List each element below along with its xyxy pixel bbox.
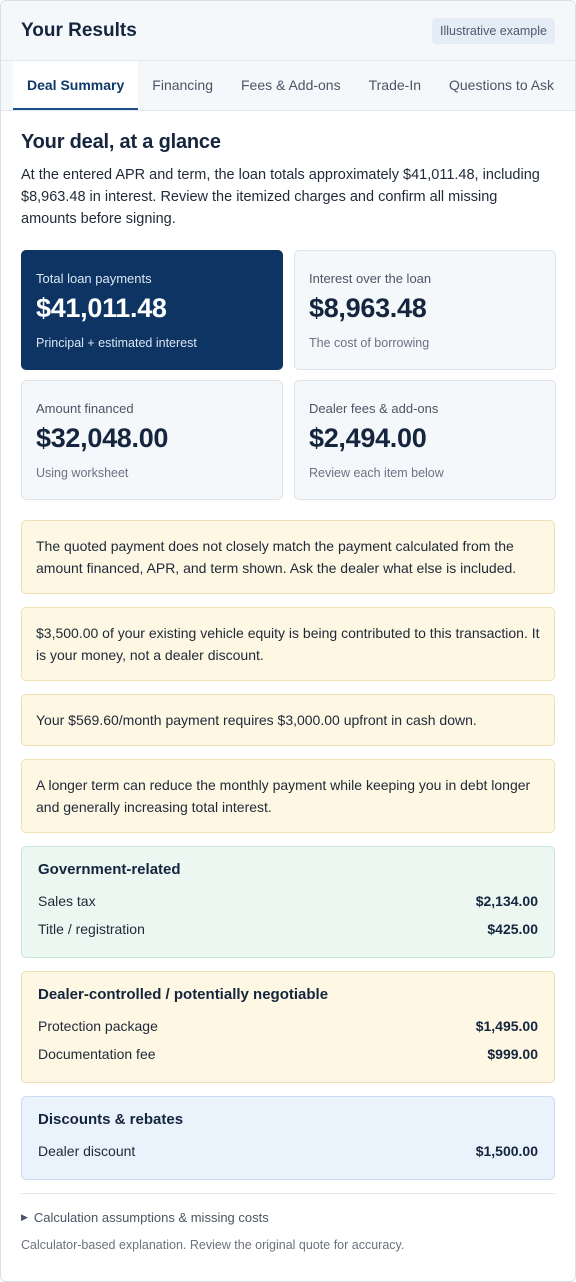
- line-item-label: Documentation fee: [38, 1046, 156, 1062]
- dealer-fees-card: [294, 380, 556, 500]
- card-label: Dealer fees & add-ons: [309, 401, 439, 416]
- line-item-label: Title / registration: [38, 921, 145, 937]
- line-item-amount: $1,500.00: [475, 1143, 538, 1159]
- longer-term-alert: A longer term can reduce the monthly payment while keeping you in debt longer and generally increasing total interest.: [21, 759, 555, 833]
- interest-card: [294, 250, 556, 370]
- assumptions-disclosure[interactable]: [21, 1210, 555, 1225]
- summary-cards: [21, 250, 555, 500]
- tab-questions-to-ask[interactable]: Questions to Ask: [449, 76, 555, 93]
- card-label: Amount financed: [36, 401, 134, 416]
- group-title: Government-related: [38, 861, 181, 878]
- line-item: [38, 1012, 538, 1040]
- line-item: [38, 915, 538, 943]
- line-item-amount: $1,495.00: [475, 1018, 538, 1034]
- line-item-label: Protection package: [38, 1018, 158, 1034]
- tab-trade-in[interactable]: Trade-In: [368, 76, 421, 93]
- section-headline: Your deal, at a glance: [21, 131, 221, 153]
- summary-intro: At the entered APR and term, the loan totals approximately $41,011.48, including $8,963.48 in interest. Review the itemized charges and confirm all missing amounts before signing.: [21, 167, 540, 227]
- tab-bar: [1, 61, 575, 111]
- line-item-amount: $2,134.00: [475, 893, 538, 909]
- footnote: Calculator-based explanation. Review the original quote for accuracy.: [21, 1238, 405, 1252]
- line-item: [38, 887, 538, 915]
- cash-down-alert: Your $569.60/month payment requires $3,000.00 upfront in cash down.: [21, 694, 555, 746]
- card-label: Total loan payments: [36, 271, 152, 286]
- group-title: Dealer-controlled / potentially negotiable: [38, 986, 329, 1003]
- line-item-amount: $999.00: [487, 1046, 538, 1062]
- group-title: Discounts & rebates: [38, 1111, 184, 1128]
- line-item-label: Sales tax: [38, 893, 96, 909]
- total-loan-payments-card: [21, 250, 283, 370]
- tab-financing[interactable]: Financing: [152, 76, 213, 93]
- page-title: Your Results: [21, 19, 137, 41]
- card-value: $41,011.48: [36, 293, 167, 323]
- disclosure-triangle-icon: ▶: [21, 1212, 28, 1222]
- amount-financed-card: [21, 380, 283, 500]
- card-value: $8,963.48: [309, 293, 427, 323]
- card-note: Principal + estimated interest: [36, 336, 197, 350]
- card-value: $2,494.00: [309, 423, 427, 453]
- dealer-controlled-group: [21, 971, 555, 1083]
- card-note: The cost of borrowing: [309, 336, 430, 350]
- government-related-group: [21, 846, 555, 958]
- line-item-label: Dealer discount: [38, 1143, 136, 1159]
- line-item: [38, 1137, 538, 1165]
- illustrative-badge: Illustrative example: [432, 18, 555, 44]
- card-note: Using worksheet: [36, 466, 129, 480]
- payment-mismatch-alert: The quoted payment does not closely match the payment calculated from the amount financed, APR, and term shown. Ask the dealer what else is included.: [21, 520, 555, 594]
- tab-deal-summary[interactable]: Deal Summary: [13, 61, 138, 110]
- trade-equity-alert: $3,500.00 of your existing vehicle equity is being contributed to this transaction. It is your money, not a dealer discount.: [21, 607, 555, 681]
- results-header: [1, 1, 575, 61]
- discounts-rebates-group: [21, 1096, 555, 1180]
- card-value: $32,048.00: [36, 423, 169, 453]
- alerts-list: [21, 520, 555, 833]
- tab-fees-add-ons[interactable]: Fees & Add-ons: [240, 76, 341, 93]
- line-item-amount: $425.00: [487, 921, 538, 937]
- deal-summary-content: [1, 111, 575, 1252]
- divider: [21, 1193, 555, 1194]
- line-item: [38, 1040, 538, 1068]
- card-label: Interest over the loan: [309, 271, 432, 286]
- disclosure-label: Calculation assumptions & missing costs: [33, 1210, 269, 1225]
- card-note: Review each item below: [309, 466, 444, 480]
